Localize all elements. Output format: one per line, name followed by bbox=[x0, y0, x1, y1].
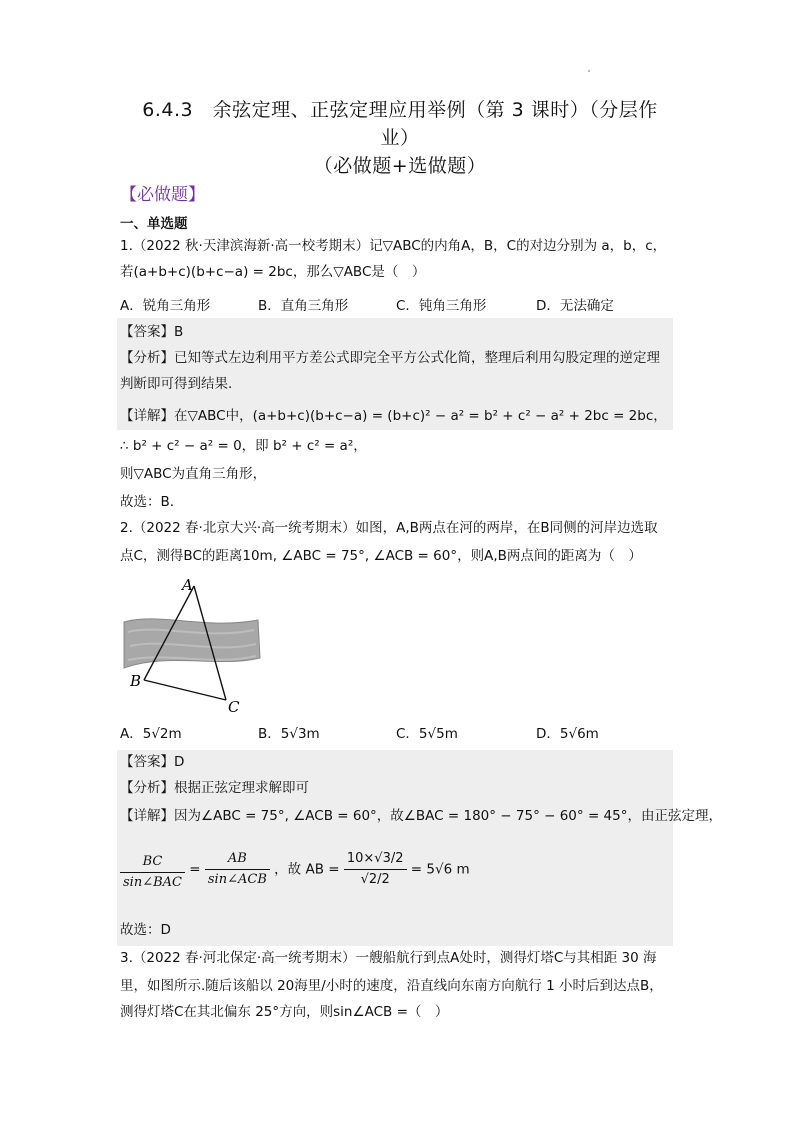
q3-stem-line1: 3.（2022 春·河北保定·高一统考期末）一艘船航行到点A处时，测得灯塔C与其相距 30 海 bbox=[120, 950, 657, 966]
q3-stem-line3: 测得灯塔C在其北偏东 25°方向，则sin∠ACB =（ ） bbox=[120, 1004, 449, 1020]
so-ab-text: ，故 AB = bbox=[274, 861, 340, 878]
q1-detail-line2: ∴ b² + c² − a² = 0，即 b² + c² = a²， bbox=[120, 438, 367, 454]
q1-detail-line3: 则▽ABC为直角三角形， bbox=[120, 466, 267, 482]
point-c-label: C bbox=[228, 698, 240, 716]
q1-analysis-line2: 判断即可得到结果. bbox=[120, 376, 233, 392]
q2-option-c: C．5√5m bbox=[396, 726, 458, 742]
q2-analysis: 【分析】根据正弦定理求解即可 bbox=[120, 780, 309, 796]
point-b-label: B bbox=[130, 672, 142, 690]
fraction-ab-over-sin-acb: $\frac{AB}{\text{sin∠ACB}}$ bbox=[205, 849, 270, 890]
q1-stem-line2: 若(a+b+c)(b+c−a) = 2bc，那么▽ABC是（ ） bbox=[120, 264, 426, 280]
q1-stem-line1: 1.（2022 秋·天津滨海新·高一校考期末）记▽ABC的内角A，B，C的对边分别为 a，b，c， bbox=[120, 238, 667, 254]
point-a-label: A bbox=[182, 576, 193, 594]
q2-detail-line1: 【详解】因为∠ABC = 75°, ∠ACB = 60°，故∠BAC = 180° − 75° − 60° = 45°，由正弦定理， bbox=[120, 808, 722, 824]
corner-mark bbox=[588, 70, 590, 72]
q2-choose: 故选：D bbox=[120, 922, 171, 938]
doc-title-line3: （必做题+选做题） bbox=[313, 155, 487, 177]
q1-answer: 【答案】B bbox=[120, 324, 184, 340]
q2-option-b: B．5√3m bbox=[258, 726, 320, 742]
q3-stem-line2: 里，如图所示.随后该船以 20海里/小时的速度，沿直线向东南方向航行 1 小时后到达点B， bbox=[120, 978, 663, 994]
doc-title-line1: 6.4.3 余弦定理、正弦定理应用举例（第 3 课时）（分层作 bbox=[142, 99, 658, 121]
q2-option-d: D．5√6m bbox=[536, 726, 599, 742]
q2-answer: 【答案】D bbox=[120, 754, 185, 770]
q1-option-d: D．无法确定 bbox=[536, 298, 614, 314]
q1-option-c: C．钝角三角形 bbox=[396, 298, 487, 314]
ab-result: = 5√6 m bbox=[410, 861, 470, 878]
q1-analysis-line1: 【分析】已知等式左边利用平方差公式即完全平方公式化简，整理后利用勾股定理的逆定理 bbox=[120, 350, 660, 366]
q1-option-a: A．锐角三角形 bbox=[120, 298, 211, 314]
q2-formula-row bbox=[120, 846, 470, 916]
q2-stem-line1: 2.（2022 春·北京大兴·高一统考期末）如图，A,B两点在河的两岸，在B同侧的河岸边选取 bbox=[120, 520, 658, 536]
subsection-single-choice: 一、单选题 bbox=[120, 216, 188, 232]
q2-river-figure bbox=[118, 572, 278, 718]
q2-stem-line2: 点C，测得BC的距离10m, ∠ABC = 75°, ∠ACB = 60°，则A,B两点间的距离为（ ） bbox=[120, 548, 642, 564]
section-required: 【必做题】 bbox=[120, 185, 205, 205]
fraction-bc-over-sin-bac: $\frac{BC}{\text{sin∠BAC}}$ bbox=[120, 852, 185, 893]
equals-sign: = bbox=[189, 861, 201, 878]
q1-detail-line1: 【详解】在▽ABC中，(a+b+c)(b+c−a) = (b+c)² − a² = b² + c² − a² + 2bc = 2bc， bbox=[120, 408, 667, 424]
q2-option-a: A．5√2m bbox=[120, 726, 182, 742]
segment-bc bbox=[144, 680, 226, 700]
q1-choose: 故选：B. bbox=[120, 494, 175, 510]
doc-title-line2: 业） bbox=[380, 127, 420, 149]
q1-option-b: B．直角三角形 bbox=[258, 298, 349, 314]
fraction-result: $\frac{10\times√3/2}{√2/2}$ bbox=[344, 849, 407, 890]
